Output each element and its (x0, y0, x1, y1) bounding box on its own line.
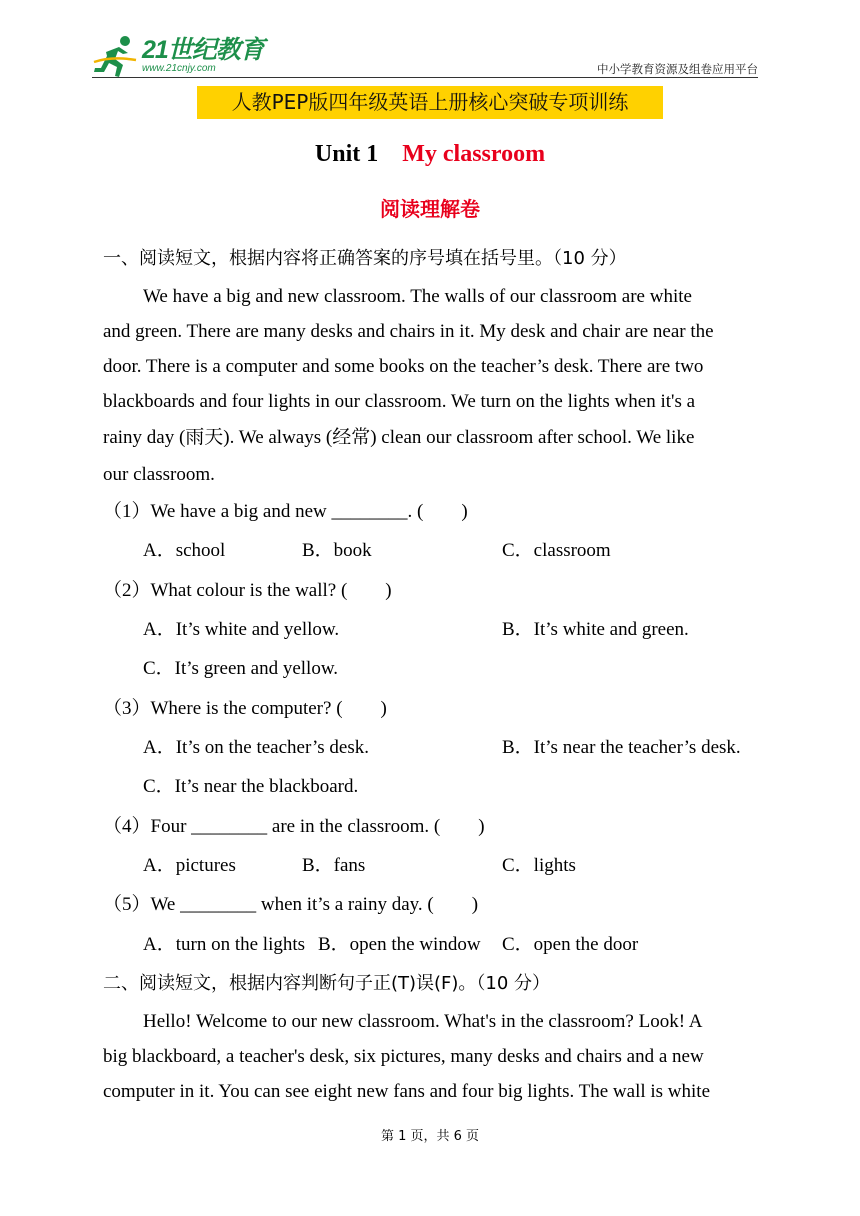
runner-logo-icon (92, 34, 140, 78)
option-a: A．It’s on the teacher’s desk. (143, 737, 370, 758)
page-header (92, 30, 758, 80)
passage1-line: blackboards and four lights in our classroom. We turn on the lights when it's a (103, 391, 696, 412)
passage1-line: our classroom. (103, 464, 215, 485)
header-divider (92, 77, 758, 78)
option-b: B．It’s white and green. (502, 619, 689, 640)
question-stem: （1）We have a big and new ________. ( ) (103, 501, 468, 522)
section-title: 阅读理解卷 (380, 197, 480, 221)
unit-name: My classroom (402, 141, 546, 167)
option-c: C．It’s green and yellow. (143, 658, 339, 679)
option-a: A．It’s white and yellow. (143, 619, 340, 640)
question-stem: （2）What colour is the wall? ( ) (103, 580, 392, 601)
option-b: B．open the window (318, 934, 481, 955)
option-a: A．pictures (143, 855, 236, 876)
option-c: C．open the door (502, 934, 639, 955)
option-b: B．It’s near the teacher’s desk. (502, 737, 741, 758)
document-title: 人教PEP版四年级英语上册核心突破专项训练 (197, 86, 663, 119)
option-b: B．fans (302, 855, 366, 876)
passage2-line: big blackboard, a teacher's desk, six pictures, many desks and chairs and a new (103, 1046, 704, 1067)
option-a: A．turn on the lights (143, 934, 306, 955)
question-stem: （4）Four ________ are in the classroom. ( ) (103, 816, 485, 837)
passage1-line: and green. There are many desks and chairs in it. My desk and chair are near the (103, 321, 714, 342)
option-c: C．classroom (502, 540, 611, 561)
passage2-line: Hello! Welcome to our new classroom. What's in the classroom? Look! A (143, 1011, 703, 1032)
part1-heading: 一、阅读短文，根据内容将正确答案的序号填在括号里。（10 分） (103, 248, 627, 269)
question-stem: （3）Where is the computer? ( ) (103, 698, 387, 719)
passage1-line: rainy day (雨天). We always (经常) clean our classroom after school. We like (103, 427, 695, 448)
passage1-line: We have a big and new classroom. The walls of our classroom are white (143, 286, 692, 307)
site-logo[interactable] (92, 34, 264, 78)
logo-wordmark: 21世纪教育 (142, 36, 264, 64)
option-b: B．book (302, 540, 372, 561)
question-stem: （5）We ________ when it’s a rainy day. ( ) (103, 894, 479, 915)
option-c: C．It’s near the blackboard. (143, 776, 359, 797)
option-c: C．lights (502, 855, 576, 876)
part2-heading: 二、阅读短文，根据内容判断句子正(T)误(F)。（10 分） (103, 973, 551, 994)
logo-url: www.21cnjy.com (142, 63, 216, 74)
page-number: 第 1 页，共 6 页 (380, 1129, 480, 1144)
unit-label: Unit 1 (314, 141, 379, 167)
unit-heading (0, 141, 860, 168)
option-a: A．school (143, 540, 226, 561)
passage2-line: computer in it. You can see eight new fans and four big lights. The wall is white (103, 1081, 711, 1102)
platform-tagline: 中小学教育资源及组卷应用平台 (597, 62, 758, 76)
passage1-line: door. There is a computer and some books on the teacher’s desk. There are two (103, 356, 704, 377)
